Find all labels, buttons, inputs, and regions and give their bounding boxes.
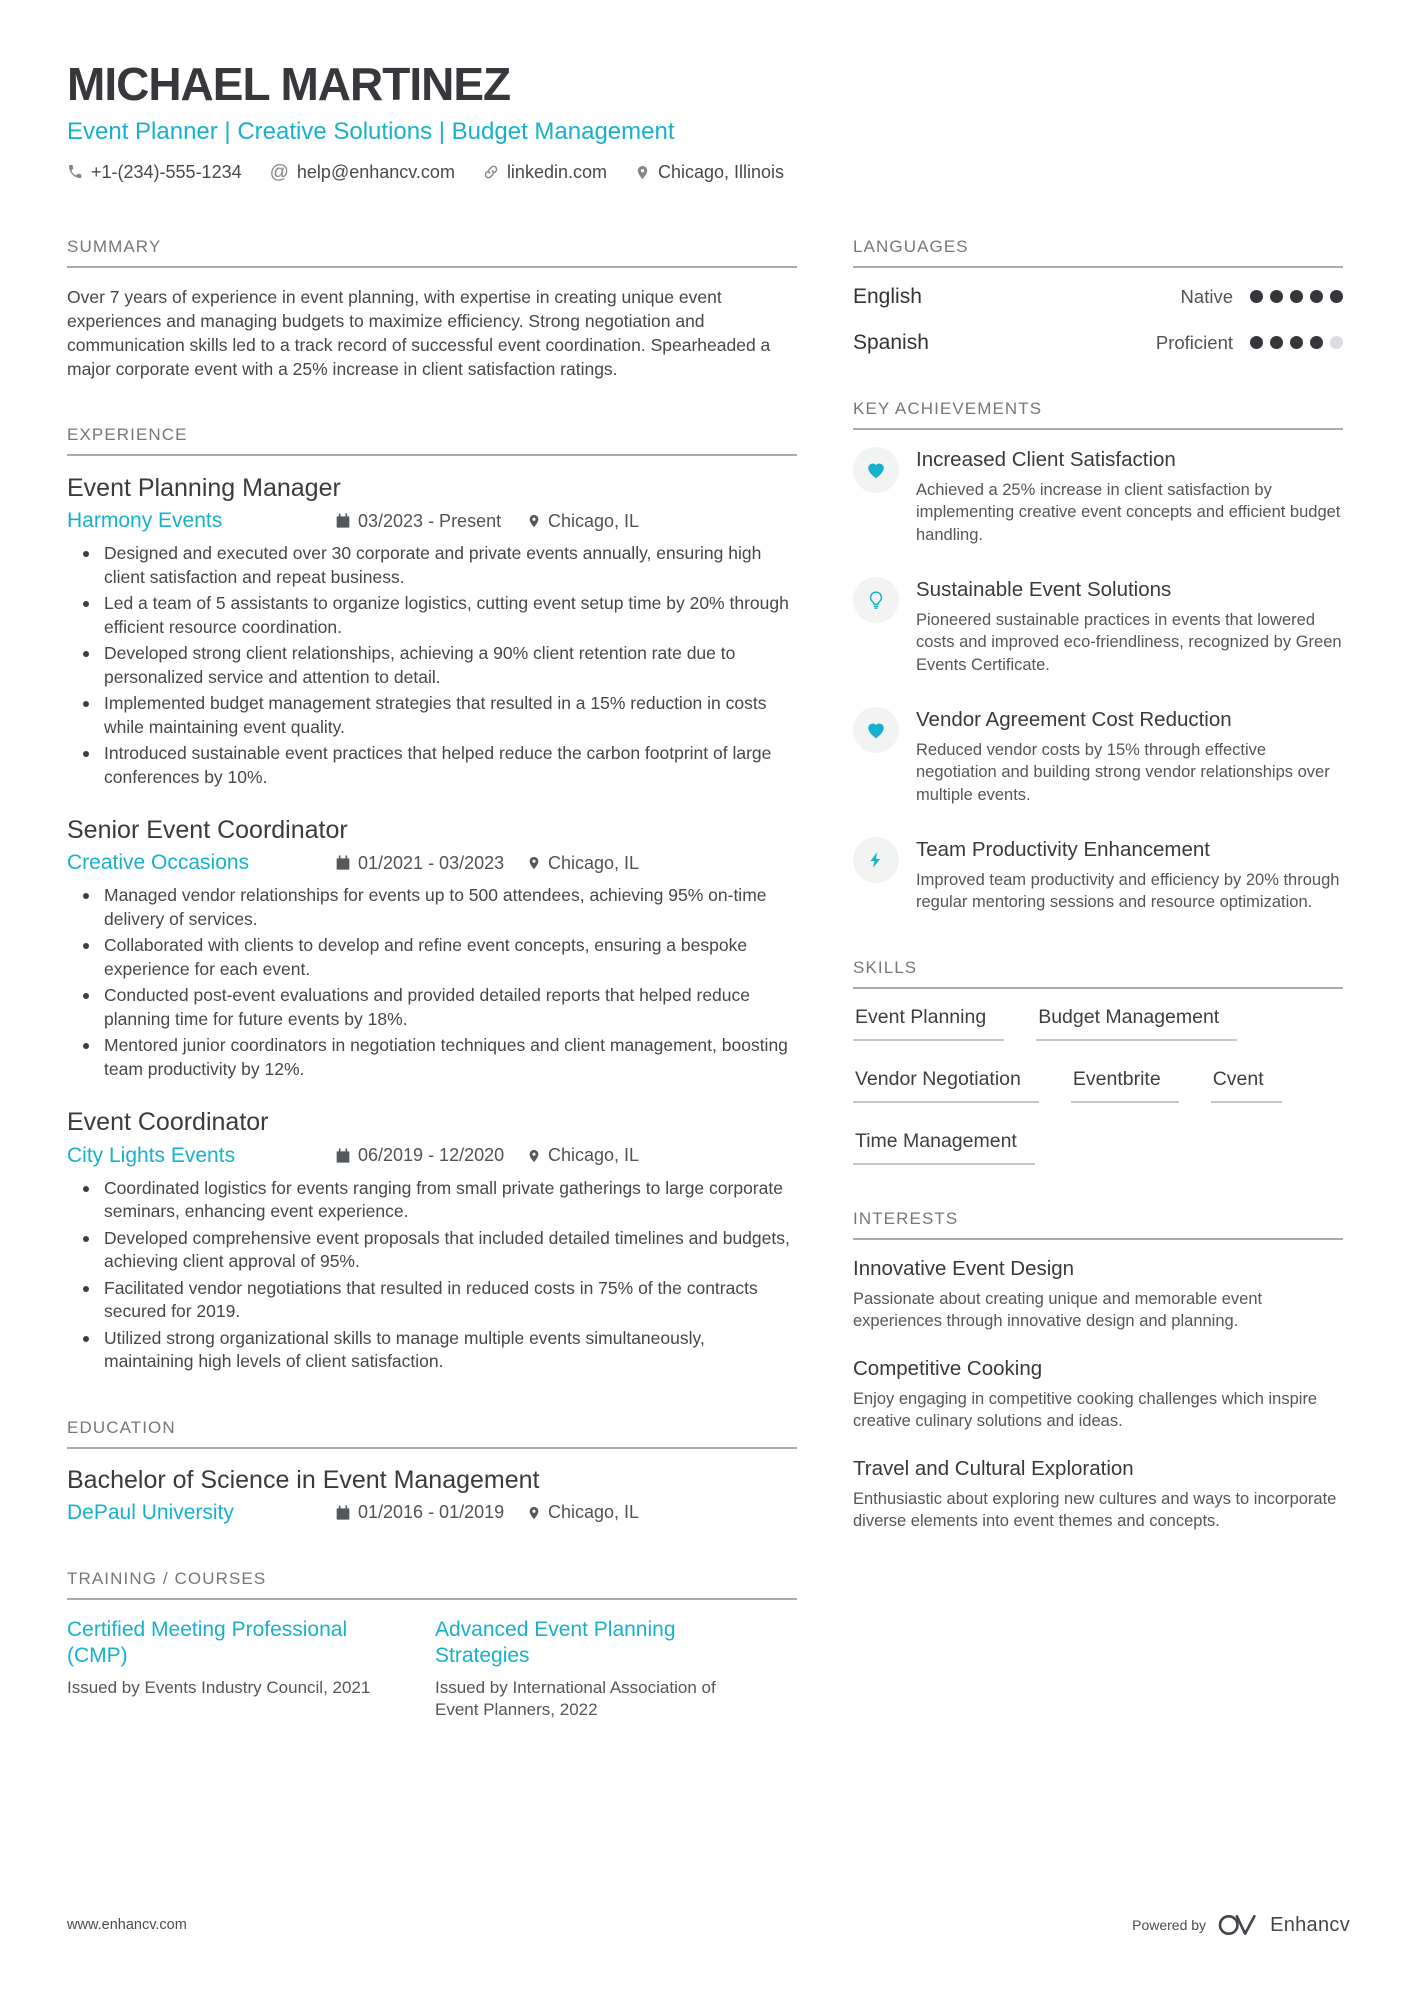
experience-bullet: Facilitated vendor negotiations that resulted in reduced costs in 75% of the contracts secured for 2019. — [67, 1277, 797, 1324]
link-text[interactable]: linkedin.com — [506, 161, 607, 182]
education-dates — [335, 1502, 527, 1523]
job-bullets — [67, 542, 797, 789]
job-dates — [335, 853, 527, 874]
location-pin-icon — [527, 855, 541, 871]
contact-row — [67, 162, 1343, 183]
enhancv-logo-icon — [1216, 1913, 1260, 1937]
summary-heading: SUMMARY — [67, 237, 797, 268]
interest-entry — [853, 1357, 1343, 1433]
level-dot — [1330, 290, 1343, 303]
language-level: Native — [1180, 285, 1233, 307]
interest-title: Innovative Event Design — [853, 1256, 1075, 1280]
achievement-entry — [853, 577, 1343, 676]
achievement-title: Increased Client Satisfaction — [916, 447, 1176, 471]
company-name: City Lights Events — [67, 1143, 236, 1167]
achievement-body — [916, 577, 1343, 676]
achievement-text: Achieved a 25% increase in client satisfaction by implementing creative event concepts and efficient budget handling. — [916, 480, 1341, 544]
job-location — [527, 1145, 639, 1166]
skill-item: Cvent — [1211, 1068, 1282, 1103]
left-column — [67, 237, 797, 1765]
experience-bullet: Collaborated with clients to develop and refine event concepts, ensuring a bespoke experience for each event. — [67, 934, 797, 981]
course-entry — [435, 1617, 763, 1721]
achievement-entry — [853, 447, 1343, 546]
interests-section — [853, 1209, 1343, 1533]
right-column — [853, 237, 1343, 1765]
link-icon — [483, 164, 499, 180]
level-dot — [1290, 336, 1303, 349]
level-dot — [1290, 290, 1303, 303]
experience-heading: EXPERIENCE — [67, 425, 797, 456]
interest-title: Travel and Cultural Exploration — [853, 1456, 1134, 1480]
job-dates — [335, 511, 527, 532]
experience-bullet: Mentored junior coordinators in negotiation techniques and client management, boosting team productivity by 12%. — [67, 1034, 797, 1081]
experience-entry — [67, 473, 797, 789]
education-heading: EDUCATION — [67, 1418, 797, 1449]
education-dates-text: 01/2016 - 01/2019 — [358, 1502, 505, 1523]
skills-heading: SKILLS — [853, 958, 1343, 989]
languages-section — [853, 237, 1343, 355]
phone-number: +1-(234)-555-1234 — [91, 161, 242, 182]
level-dot — [1250, 290, 1263, 303]
education-location — [527, 1502, 639, 1523]
location-contact — [635, 162, 784, 183]
experience-section — [67, 425, 797, 1374]
level-dot — [1310, 336, 1323, 349]
level-dot — [1270, 336, 1283, 349]
achievement-entry — [853, 707, 1343, 806]
lightbulb-icon — [853, 577, 899, 623]
language-name: English — [853, 284, 922, 308]
location-pin-icon — [527, 1505, 541, 1521]
location-pin-icon — [527, 1148, 541, 1164]
powered-by-label: Powered by — [1132, 1917, 1207, 1933]
bolt-icon — [853, 837, 899, 883]
interest-title: Competitive Cooking — [853, 1356, 1043, 1380]
degree-title: Bachelor of Science in Event Management — [67, 1465, 540, 1494]
location-pin-icon — [527, 513, 541, 529]
experience-bullet: Managed vendor relationships for events up to 500 attendees, achieving 95% on-time delivery of services. — [67, 884, 797, 931]
phone-icon — [67, 164, 83, 180]
skill-item: Event Planning — [853, 1006, 1004, 1041]
experience-bullet: Designed and executed over 30 corporate and private events annually, ensuring high client satisfaction and repeat business. — [67, 542, 797, 589]
skill-item: Time Management — [853, 1130, 1035, 1165]
achievement-entry — [853, 837, 1343, 914]
achievements-section — [853, 399, 1343, 914]
experience-entry — [67, 1107, 797, 1373]
at-icon: @ — [269, 161, 289, 183]
phone-contact — [67, 162, 242, 183]
experience-bullet: Introduced sustainable event practices that helped reduce the carbon footprint of large conferences by 10%. — [67, 742, 797, 789]
experience-bullet: Implemented budget management strategies that resulted in a 15% reduction in costs while maintaining event quality. — [67, 692, 797, 739]
achievement-body — [916, 447, 1343, 546]
job-title: Event Planning Manager — [67, 473, 341, 502]
resume-header — [67, 58, 1343, 183]
skill-item: Vendor Negotiation — [853, 1068, 1039, 1103]
language-row — [853, 285, 1343, 309]
language-level-dots — [1250, 336, 1343, 349]
achievements-heading: KEY ACHIEVEMENTS — [853, 399, 1343, 430]
job-title: Event Coordinator — [67, 1108, 269, 1137]
location-pin-icon — [635, 164, 650, 181]
training-section — [67, 1569, 797, 1721]
experience-bullet: Conducted post-event evaluations and provided detailed reports that helped reduce planning time for future events by 18%. — [67, 984, 797, 1031]
calendar-icon — [335, 855, 351, 871]
language-row — [853, 331, 1343, 355]
course-issuer: Issued by International Association of Event Planners, 2022 — [435, 1677, 716, 1719]
achievement-body — [916, 707, 1343, 806]
job-location-text: Chicago, IL — [548, 510, 640, 531]
school-name: DePaul University — [67, 1500, 234, 1524]
interest-entry — [853, 1457, 1343, 1533]
interest-text: Enjoy engaging in competitive cooking challenges which inspire creative culinary solutions and ideas. — [853, 1389, 1318, 1431]
job-location — [527, 853, 639, 874]
skill-list — [853, 1006, 1343, 1165]
course-entry — [67, 1617, 395, 1721]
company-name: Creative Occasions — [67, 851, 250, 875]
achievement-title: Sustainable Event Solutions — [916, 578, 1172, 602]
training-heading: TRAINING / COURSES — [67, 1569, 797, 1600]
job-dates — [335, 1145, 527, 1166]
language-level: Proficient — [1155, 331, 1233, 353]
level-dot — [1250, 336, 1263, 349]
language-level-dots — [1250, 290, 1343, 303]
heart-icon — [853, 447, 899, 493]
achievement-title: Team Productivity Enhancement — [916, 838, 1210, 862]
job-location-text: Chicago, IL — [548, 852, 640, 873]
job-bullets — [67, 884, 797, 1081]
course-title: Certified Meeting Professional (CMP) — [67, 1617, 348, 1667]
experience-bullet: Led a team of 5 assistants to organize logistics, cutting event setup time by 20% through efficient resource coordination. — [67, 592, 797, 639]
education-section — [67, 1418, 797, 1525]
email-contact[interactable] — [270, 162, 455, 183]
job-location-text: Chicago, IL — [548, 1145, 640, 1166]
level-dot — [1330, 336, 1343, 349]
achievement-title: Vendor Agreement Cost Reduction — [916, 708, 1232, 732]
job-dates-text: 03/2023 - Present — [358, 510, 502, 531]
job-bullets — [67, 1177, 797, 1374]
experience-entry — [67, 815, 797, 1081]
job-title: Senior Event Coordinator — [67, 816, 348, 845]
achievement-text: Reduced vendor costs by 15% through effective negotiation and building strong vendor relationships over multiple events. — [916, 740, 1330, 804]
job-meta — [67, 509, 797, 533]
footer-website-link[interactable]: www.enhancv.com — [67, 1917, 187, 1933]
achievement-body — [916, 837, 1343, 914]
powered-by — [1132, 1913, 1350, 1937]
experience-bullet: Developed strong client relationships, achieving a 90% client retention rate due to personalized service and attention to detail. — [67, 642, 797, 689]
skill-item: Eventbrite — [1071, 1068, 1179, 1103]
course-issuer: Issued by Events Industry Council, 2021 — [67, 1677, 371, 1697]
interest-text: Passionate about creating unique and memorable event experiences through innovative design and planning. — [853, 1289, 1263, 1331]
course-list — [67, 1617, 797, 1721]
person-headline: Event Planner | Creative Solutions | Budget Management — [67, 117, 675, 145]
education-location-text: Chicago, IL — [548, 1502, 640, 1523]
skills-section — [853, 958, 1343, 1165]
course-title: Advanced Event Planning Strategies — [435, 1617, 676, 1667]
job-dates-text: 06/2019 - 12/2020 — [358, 1145, 505, 1166]
resume-columns — [67, 237, 1343, 1765]
calendar-icon — [335, 1148, 351, 1164]
experience-bullet: Developed comprehensive event proposals that included detailed timelines and budgets, achieving client approval of 95%. — [67, 1227, 797, 1274]
company-name: Harmony Events — [67, 509, 223, 533]
achievement-text: Pioneered sustainable practices in events that lowered costs and improved eco-friendliness, recognized by Green Events Certificate. — [916, 610, 1342, 674]
calendar-icon — [335, 1505, 351, 1521]
interest-entry — [853, 1257, 1343, 1333]
language-name: Spanish — [853, 330, 929, 354]
level-dot — [1270, 290, 1283, 303]
job-location — [527, 511, 639, 532]
link-contact[interactable] — [483, 162, 607, 183]
job-meta — [67, 851, 797, 875]
interest-text: Enthusiastic about exploring new cultures and ways to incorporate diverse elements into event themes and concepts. — [853, 1489, 1337, 1531]
person-name: MICHAEL MARTINEZ — [67, 58, 511, 110]
level-dot — [1310, 290, 1323, 303]
location-text: Chicago, Illinois — [657, 161, 785, 182]
calendar-icon — [335, 513, 351, 529]
experience-bullet: Coordinated logistics for events ranging from small private gatherings to large corporate seminars, enhancing event experience. — [67, 1177, 797, 1224]
page-footer — [67, 1913, 1350, 1937]
education-meta — [67, 1501, 797, 1525]
enhancv-brand-text: Enhancv — [1270, 1913, 1350, 1936]
interests-heading: INTERESTS — [853, 1209, 1343, 1240]
summary-section — [67, 237, 797, 381]
experience-bullet: Utilized strong organizational skills to manage multiple events simultaneously, maintaining high levels of client satisfaction. — [67, 1327, 797, 1374]
heart-icon — [853, 707, 899, 753]
skill-item: Budget Management — [1036, 1006, 1237, 1041]
languages-heading: LANGUAGES — [853, 237, 1343, 268]
job-dates-text: 01/2021 - 03/2023 — [358, 852, 505, 873]
email-address[interactable]: help@enhancv.com — [296, 161, 455, 182]
achievement-text: Improved team productivity and efficiency by 20% through regular mentoring sessions and resource optimization. — [916, 870, 1340, 912]
summary-text: Over 7 years of experience in event planning, with expertise in creating unique event experiences and managing budgets to maximize efficiency. Strong negotiation and communication skills led to a track record of successful event coordination. Spearheaded a major corporate event with a 25% increase in client satisfaction ratings. — [67, 286, 771, 379]
job-meta — [67, 1144, 797, 1168]
